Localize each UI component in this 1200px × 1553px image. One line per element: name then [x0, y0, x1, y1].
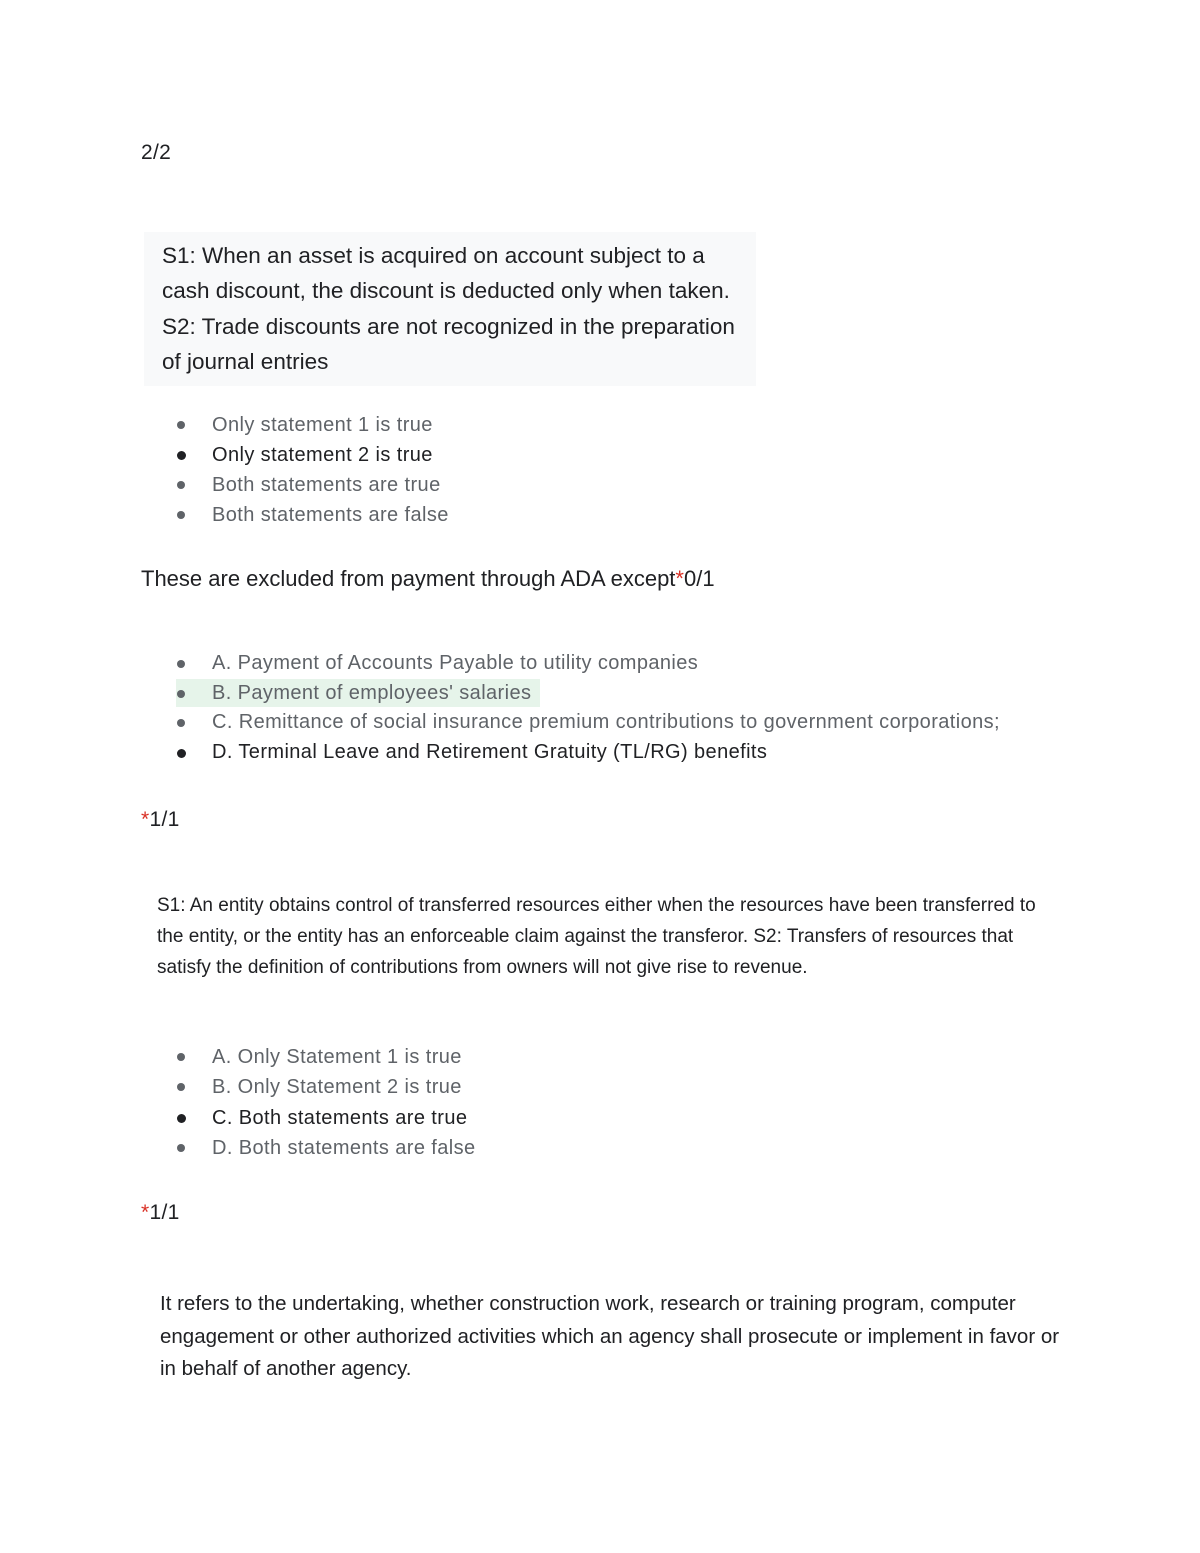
question-2-title: These are excluded from payment through ADA except*0/1 [141, 566, 715, 591]
question-1-card [144, 232, 756, 386]
question-3-options [212, 1042, 476, 1163]
question-1-option-4[interactable]: Both statements are false [212, 500, 449, 530]
question-2-options [212, 649, 1000, 768]
bullet-icon [177, 481, 185, 489]
question-1-option-1[interactable]: Only statement 1 is true [212, 410, 449, 440]
question-3-option-a[interactable]: A. Only Statement 1 is true [212, 1042, 476, 1072]
bullet-icon [177, 421, 185, 429]
question-2-option-d-selected[interactable]: D. Terminal Leave and Retirement Gratuity (TL/RG) benefits [212, 738, 1000, 768]
question-3-option-c-selected[interactable]: C. Both statements are true [212, 1103, 476, 1133]
bullet-icon [177, 1144, 185, 1152]
question-2-option-a[interactable]: A. Payment of Accounts Payable to utility companies [212, 649, 1000, 679]
question-4-text: It refers to the undertaking, whether construction work, research or training program, computer engagement or other authorized activities which an agency shall prosecute or implement in favor or in behalf of another agency. [160, 1292, 1060, 1380]
bullet-icon [177, 1114, 186, 1123]
question-3-score: *1/1 [141, 808, 180, 831]
question-1-text: S1: When an asset is acquired on account subject to a cash discount, the discount is deducted only when taken. S2: Trade discounts are not recognized in the preparation of journal entries [162, 243, 735, 374]
required-asterisk: * [675, 566, 684, 591]
question-3-option-d[interactable]: D. Both statements are false [212, 1133, 476, 1163]
question-2-option-b-correct[interactable]: B. Payment of employees' salaries [212, 679, 1000, 709]
bullet-icon [177, 1053, 185, 1061]
question-1-options [212, 410, 449, 530]
question-1-option-2-selected[interactable]: Only statement 2 is true [212, 440, 449, 470]
bullet-icon [177, 690, 185, 698]
bullet-icon [177, 511, 185, 519]
bullet-icon [177, 719, 185, 727]
page-indicator: 2/2 [141, 141, 172, 164]
question-3-option-b[interactable]: B. Only Statement 2 is true [212, 1072, 476, 1102]
bullet-icon [177, 451, 186, 460]
question-3-text: S1: An entity obtains control of transferred resources either when the resources have been transferred to the entity, or the entity has an enforceable claim against the transferor. S2: Transfers of resources that satisfy the definition of contributions from owners will not give rise to revenue. [157, 895, 1036, 978]
question-2-score: 0/1 [683, 566, 715, 591]
question-4-score: *1/1 [141, 1201, 180, 1224]
required-asterisk: * [141, 808, 150, 831]
required-asterisk: * [141, 1201, 150, 1224]
bullet-icon [177, 660, 185, 668]
question-1-option-3[interactable]: Both statements are true [212, 470, 449, 500]
bullet-icon [177, 1083, 185, 1091]
question-2-option-c[interactable]: C. Remittance of social insurance premium contributions to government corporations; [212, 708, 1000, 738]
bullet-icon [177, 749, 186, 758]
